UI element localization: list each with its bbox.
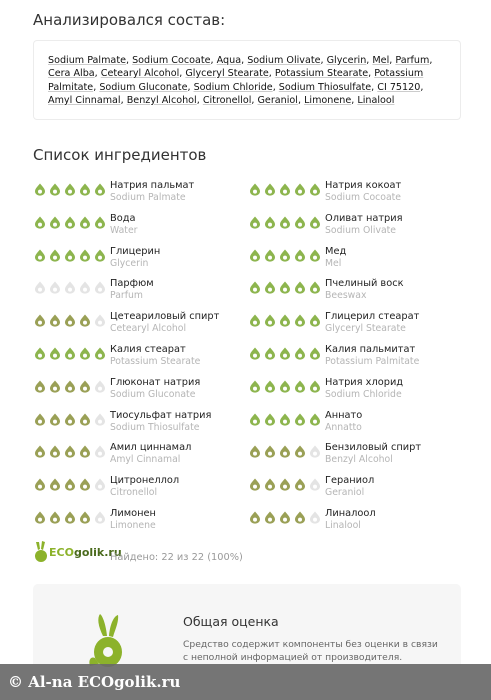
drop-icon: [63, 249, 77, 262]
ingredient-text: [110, 180, 194, 204]
ingredient-text: [110, 213, 137, 237]
drop-icon: [33, 478, 47, 491]
ingredient-name-ru[interactable]: Калия стеарат: [110, 344, 186, 355]
drop-icon: [308, 183, 322, 196]
ingredient-name-en: Glyceryl Stearate: [325, 323, 406, 335]
drop-icon: [48, 445, 62, 458]
drop-icon: [33, 347, 47, 360]
drop-icon: [33, 216, 47, 229]
drop-icon: [308, 478, 322, 491]
drop-icon: [48, 511, 62, 524]
ingredient-rating: [33, 213, 110, 229]
ingredient-name-en: Sodium Chloride: [325, 388, 402, 400]
drop-icon: [278, 249, 292, 262]
ingredient-text: [110, 311, 219, 335]
drop-icon: [33, 380, 47, 393]
ingredient-name-en: Benzyl Alcohol: [325, 454, 393, 466]
found-count: Найдено: 22 из 22 (100%): [110, 552, 243, 563]
ingredient-text: [325, 246, 346, 270]
composition-ingredient[interactable]: CI 75120: [377, 81, 421, 93]
composition-ingredient[interactable]: Benzyl Alcohol: [126, 94, 197, 106]
drop-icon: [93, 249, 107, 262]
drop-icon: [293, 216, 307, 229]
ingredient-rating: [248, 344, 325, 360]
ingredient-name-ru[interactable]: Тиосульфат натрия: [110, 409, 212, 421]
ingredient-name-en: Potassium Palmitate: [325, 356, 420, 367]
ingredient-text: [325, 475, 374, 499]
ingredient-rating: [33, 344, 110, 360]
ingredient-name-ru[interactable]: Мед: [325, 245, 347, 257]
ingredient-name-ru[interactable]: Пчелиный воск: [325, 278, 404, 290]
drop-icon: [263, 347, 277, 360]
drop-icon: [63, 314, 77, 327]
ingredient-name-ru[interactable]: Бензиловый спирт: [325, 442, 422, 454]
drop-icon: [278, 281, 292, 294]
ingredient-name-en: Sodium Cocoate: [325, 192, 402, 203]
ingredient-row[interactable]: [248, 180, 401, 204]
drop-icon: [293, 347, 307, 360]
ingredient-name-en: Glycerin: [110, 257, 149, 269]
ingredient-name-ru[interactable]: Глицерин: [110, 245, 161, 257]
drop-icon: [263, 249, 277, 262]
drop-icon: [263, 281, 277, 294]
drop-icon: [63, 413, 77, 426]
drop-icon: [293, 511, 307, 524]
drop-icon: [78, 347, 92, 360]
ingredient-text: [325, 442, 421, 466]
composition-ingredient[interactable]: Glycerin: [326, 55, 367, 66]
ingredient-row[interactable]: [33, 311, 219, 335]
ingredient-row[interactable]: [248, 278, 404, 302]
ingredient-row[interactable]: [248, 442, 421, 466]
ingredient-name-ru[interactable]: Парфюм: [110, 278, 154, 290]
drop-icon: [308, 249, 322, 262]
drop-icon: [48, 249, 62, 262]
ingredient-name-en: Cetearyl Alcohol: [110, 323, 187, 335]
drop-icon: [308, 216, 322, 229]
drop-icon: [93, 478, 107, 491]
composition-ingredient[interactable]: Sodium Chloride: [193, 81, 273, 93]
ingredient-row[interactable]: [33, 344, 200, 368]
drop-icon: [263, 511, 277, 524]
drop-icon: [93, 413, 107, 426]
drop-icon: [248, 380, 262, 393]
drop-icon: [33, 281, 47, 294]
ingredient-text: [110, 475, 179, 499]
ingredient-text: [325, 377, 403, 401]
ingredient-name-ru[interactable]: Калия пальмитат: [325, 344, 416, 355]
composition-ingredient[interactable]: Citronellol: [202, 94, 252, 106]
ingredient-row[interactable]: [248, 213, 403, 237]
drop-icon: [248, 249, 262, 262]
drop-icon: [63, 380, 77, 393]
ingredient-rating: [248, 278, 325, 294]
drop-icon: [278, 216, 292, 229]
ingredient-text: [110, 508, 156, 532]
ingredient-row[interactable]: [33, 410, 211, 434]
drop-icon: [278, 445, 292, 458]
drop-icon: [278, 413, 292, 426]
ingredient-name-en: Limonene: [110, 520, 156, 531]
drop-icon: [78, 511, 92, 524]
composition-ingredient[interactable]: Sodium Cocoate: [132, 55, 211, 66]
ingredient-row[interactable]: [248, 410, 362, 434]
drop-icon: [308, 511, 322, 524]
drop-icon: [48, 478, 62, 491]
drop-icon: [93, 347, 107, 360]
drop-icon: [308, 281, 322, 294]
ingredient-row[interactable]: [33, 213, 137, 237]
ingredient-name-en: Beeswax: [325, 290, 367, 302]
composition-ingredient[interactable]: Cetearyl Alcohol: [100, 68, 180, 80]
ingredient-text: [110, 246, 160, 270]
ingredient-list-title: Список ингредиентов: [33, 146, 207, 164]
drop-icon: [33, 183, 47, 196]
ingredient-name-ru[interactable]: Линалоол: [325, 508, 376, 519]
ingredient-text: [325, 213, 403, 237]
ingredient-name-en: Citronellol: [110, 487, 158, 499]
drop-icon: [278, 511, 292, 524]
ingredient-name-ru[interactable]: Натрия кокоат: [325, 180, 402, 191]
drop-icon: [263, 445, 277, 458]
drop-icon: [293, 183, 307, 196]
ingredient-row[interactable]: [33, 508, 156, 532]
ingredient-row[interactable]: [248, 508, 376, 532]
ingredient-row[interactable]: [33, 180, 194, 204]
drop-icon: [33, 511, 47, 524]
drop-icon: [78, 314, 92, 327]
ingredient-name-en: Amyl Cinnamal: [110, 454, 181, 466]
ingredient-row[interactable]: [33, 377, 200, 401]
ingredient-rating: [248, 442, 325, 458]
composition-ingredient[interactable]: Aqua: [216, 55, 242, 66]
drop-icon: [33, 445, 47, 458]
drop-icon: [48, 281, 62, 294]
drop-icon: [93, 314, 107, 327]
ingredient-name-en: Sodium Olivate: [325, 224, 397, 236]
drop-icon: [308, 413, 322, 426]
ingredient-rating: [248, 475, 325, 491]
drop-icon: [248, 445, 262, 458]
drop-icon: [293, 380, 307, 393]
ingredient-name-ru[interactable]: Натрия хлорид: [325, 376, 404, 388]
composition-ingredient[interactable]: Linalool: [357, 94, 395, 106]
drop-icon: [63, 445, 77, 458]
ingredient-name-ru[interactable]: Лимонен: [110, 508, 156, 519]
ingredient-name-ru[interactable]: Вода: [110, 212, 136, 224]
drop-icon: [293, 413, 307, 426]
drop-icon: [63, 511, 77, 524]
drop-icon: [263, 380, 277, 393]
drop-icon: [263, 314, 277, 327]
drop-icon: [93, 216, 107, 229]
drop-icon: [293, 281, 307, 294]
drop-icon: [78, 281, 92, 294]
ingredient-rating: [33, 278, 110, 294]
composition-ingredient[interactable]: Glyceryl Stearate: [185, 68, 269, 80]
ingredient-name-ru[interactable]: Глицерил стеарат: [325, 311, 420, 323]
ingredient-row[interactable]: [248, 344, 419, 368]
drop-icon: [63, 347, 77, 360]
drop-icon: [33, 413, 47, 426]
ingredient-name-en: Mel: [325, 257, 342, 269]
ingredient-rating: [248, 246, 325, 262]
ingredient-text: [325, 311, 419, 335]
composition-ingredient[interactable]: Limonene: [304, 94, 352, 106]
drop-icon: [278, 478, 292, 491]
drop-icon: [63, 478, 77, 491]
ingredient-rating: [248, 377, 325, 393]
drop-icon: [48, 347, 62, 360]
ingredient-row[interactable]: [33, 278, 154, 302]
drop-icon: [308, 380, 322, 393]
watermark-text: © Al-na ECOgolik.ru: [8, 673, 181, 691]
composition-ingredient[interactable]: Geraniol: [257, 94, 298, 106]
ingredient-text: [325, 278, 404, 302]
ingredient-text: [325, 508, 376, 532]
composition-ingredient[interactable]: Sodium Olivate: [247, 55, 321, 66]
drop-icon: [78, 413, 92, 426]
drop-icon: [48, 216, 62, 229]
ingredient-rating: [33, 180, 110, 196]
ingredient-text: [110, 278, 154, 302]
ingredient-rating: [248, 311, 325, 327]
composition-ingredient[interactable]: Sodium Thiosulfate: [278, 81, 372, 93]
drop-icon: [248, 314, 262, 327]
drop-icon: [93, 511, 107, 524]
drop-icon: [248, 281, 262, 294]
watermark-bar: [0, 664, 491, 700]
ingredient-name-en: Water: [110, 224, 138, 236]
ingredient-name-ru[interactable]: Амил циннамал: [110, 442, 192, 454]
ingredient-name-en: Potassium Stearate: [110, 356, 201, 367]
ingredient-name-en: Sodium Palmate: [110, 192, 186, 203]
drop-icon: [248, 478, 262, 491]
ingredient-rating: [248, 180, 325, 196]
drop-icon: [48, 413, 62, 426]
drop-icon: [308, 445, 322, 458]
ingredient-name-en: Linalool: [325, 520, 361, 531]
ingredient-name-en: Sodium Gluconate: [110, 388, 196, 400]
composition-ingredient[interactable]: Potassium Palmitate: [48, 68, 424, 93]
drop-icon: [278, 314, 292, 327]
drop-icon: [63, 281, 77, 294]
drop-icon: [93, 183, 107, 196]
composition-ingredient[interactable]: Cera Alba: [48, 68, 95, 80]
ingredient-name-ru[interactable]: Натрия пальмат: [110, 180, 195, 191]
drop-icon: [308, 314, 322, 327]
drop-icon: [93, 380, 107, 393]
ingredient-text: [110, 344, 200, 368]
drop-icon: [63, 183, 77, 196]
ingredient-name-ru[interactable]: Аннато: [325, 409, 363, 421]
ingredient-rating: [33, 475, 110, 491]
ingredient-text: [110, 377, 200, 401]
ingredient-name-ru[interactable]: Гераниол: [325, 475, 375, 487]
drop-icon: [48, 314, 62, 327]
drop-icon: [33, 249, 47, 262]
ingredient-row[interactable]: [33, 442, 191, 466]
ingredient-rating: [33, 410, 110, 426]
drop-icon: [78, 249, 92, 262]
drop-icon: [293, 314, 307, 327]
drop-icon: [78, 216, 92, 229]
ingredient-row[interactable]: [33, 475, 179, 499]
ingredient-row[interactable]: [248, 377, 403, 401]
ingredient-text: [325, 344, 419, 368]
drop-icon: [78, 183, 92, 196]
ingredient-name-ru[interactable]: Оливат натрия: [325, 212, 403, 224]
ingredient-rating: [33, 508, 110, 524]
drop-icon: [278, 380, 292, 393]
rating-card-title: Общая оценка: [183, 614, 279, 629]
drop-icon: [248, 511, 262, 524]
ingredient-text: [325, 410, 362, 434]
drop-icon: [278, 347, 292, 360]
ingredient-row[interactable]: [248, 311, 419, 335]
drop-icon: [293, 478, 307, 491]
ingredient-rating: [248, 213, 325, 229]
rabbit-logo-icon: [33, 541, 49, 563]
drop-icon: [48, 183, 62, 196]
drop-icon: [278, 183, 292, 196]
drop-icon: [293, 445, 307, 458]
ingredient-row[interactable]: [248, 246, 346, 270]
logo-text: ECOgolik.ru: [49, 545, 122, 559]
ingredient-text: [325, 180, 401, 204]
ingredient-name-ru[interactable]: Цетеариловый спирт: [110, 311, 220, 323]
drop-icon: [308, 347, 322, 360]
drop-icon: [93, 445, 107, 458]
ingredient-row[interactable]: [248, 475, 374, 499]
composition-ingredient[interactable]: Potassium Stearate: [274, 68, 369, 80]
drop-icon: [263, 183, 277, 196]
ingredient-row[interactable]: [33, 246, 160, 270]
drop-icon: [78, 445, 92, 458]
ingredient-rating: [33, 246, 110, 262]
composition-title: Анализировался состав:: [33, 11, 226, 29]
ingredient-name-en: Parfum: [110, 290, 143, 302]
drop-icon: [293, 249, 307, 262]
drop-icon: [93, 281, 107, 294]
ingredient-rating: [248, 410, 325, 426]
composition-ingredient[interactable]: Amyl Cinnamal: [48, 94, 121, 106]
drop-icon: [248, 183, 262, 196]
ingredient-name-ru[interactable]: Цитронеллол: [110, 475, 180, 487]
ingredient-text: [110, 410, 211, 434]
drop-icon: [248, 216, 262, 229]
drop-icon: [263, 478, 277, 491]
composition-ingredient[interactable]: Parfum: [395, 55, 430, 66]
drop-icon: [63, 216, 77, 229]
composition-box: Sodium Palmate, Sodium Cocoate, Aqua, Sodium Olivate, Glycerin, Mel, Parfum, Cera Alba, Cetearyl Alcohol, Glyceryl Stearate, Potassium Stearate, Potassium Palmitate, Sodium Gluconate, Sodium Chloride, Sodium Thiosulfate, CI 75120, Amyl Cinnamal, Benzyl Alcohol, Citronellol, Geraniol, Limonene, Linalool: [33, 40, 461, 120]
ingredient-text: [110, 442, 191, 466]
ingredient-rating: [33, 442, 110, 458]
drop-icon: [48, 380, 62, 393]
composition-ingredient[interactable]: Sodium Palmate: [48, 55, 126, 66]
ingredient-name-en: Sodium Thiosulfate: [110, 421, 200, 433]
ingredient-rating: [33, 311, 110, 327]
ingredient-name-ru[interactable]: Глюконат натрия: [110, 376, 201, 388]
drop-icon: [248, 413, 262, 426]
ingredient-rating: [33, 377, 110, 393]
composition-ingredient[interactable]: Mel: [372, 55, 390, 66]
drop-icon: [33, 314, 47, 327]
drop-icon: [78, 380, 92, 393]
ecogolik-logo[interactable]: [33, 541, 122, 563]
drop-icon: [263, 413, 277, 426]
composition-ingredient[interactable]: Sodium Gluconate: [99, 81, 188, 93]
drop-icon: [263, 216, 277, 229]
ingredient-rating: [248, 508, 325, 524]
drop-icon: [78, 478, 92, 491]
ingredient-name-en: Annatto: [325, 421, 362, 433]
ingredient-name-en: Geraniol: [325, 487, 365, 499]
drop-icon: [248, 347, 262, 360]
rating-card-description: Средство содержит компоненты без оценки в связи с неполной информацией от производителя.: [183, 639, 438, 663]
